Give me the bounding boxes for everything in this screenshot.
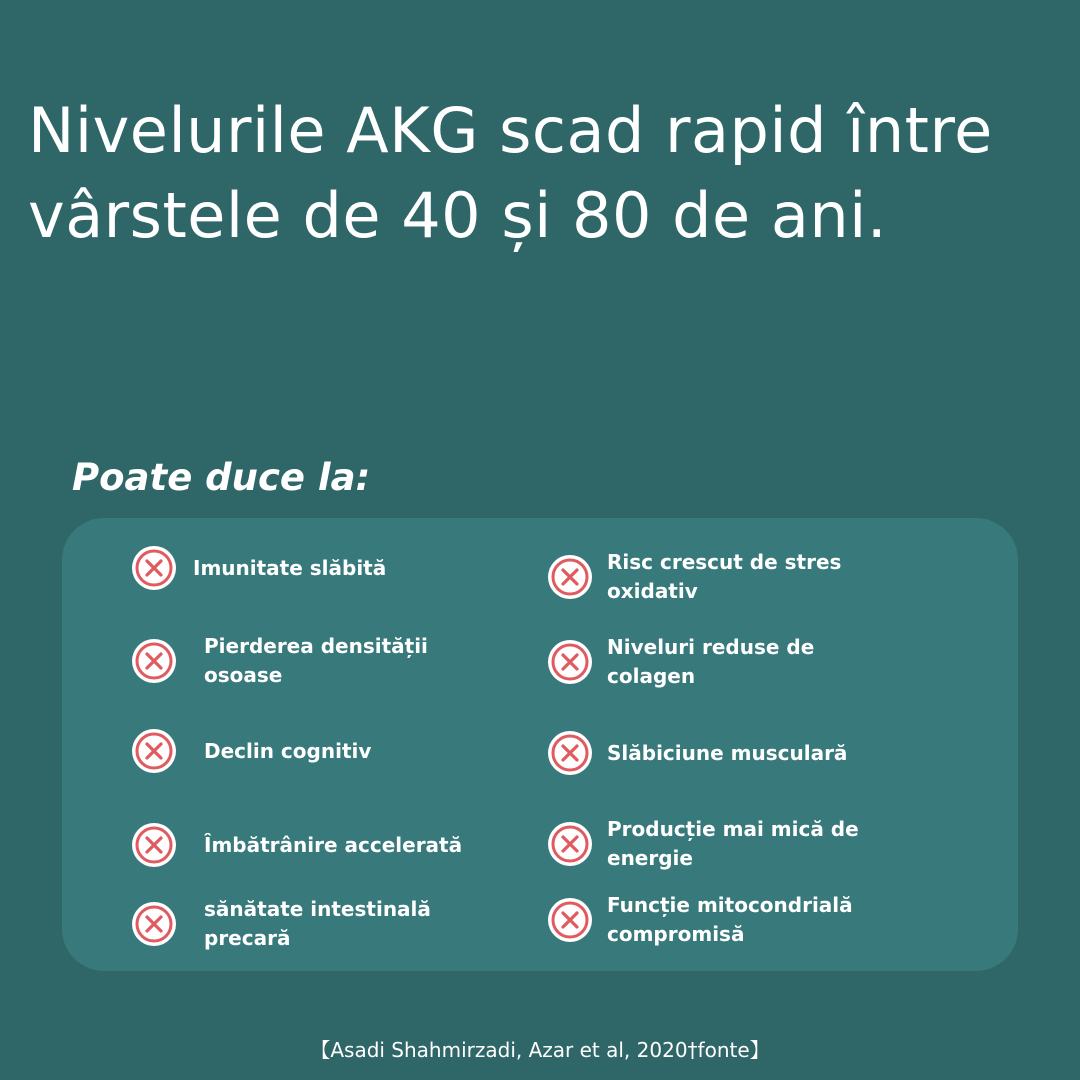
x-circle-icon (131, 728, 177, 774)
x-circle-icon (547, 821, 593, 867)
left-list-item (131, 822, 494, 868)
page-title: Nivelurile AKG scad rapid între vârstele de 40 și 80 de ani. (28, 94, 993, 252)
x-circle-icon (131, 545, 177, 591)
left-list-item (131, 728, 494, 774)
item-label: Declin cognitiv (204, 738, 372, 763)
left-list-item (131, 634, 494, 687)
subtitle: Poate duce la: (72, 456, 371, 499)
item-label: Îmbătrânire accelerată (204, 832, 463, 857)
right-list-item (547, 635, 897, 688)
right-list-item (547, 817, 897, 870)
right-list-item (547, 550, 897, 603)
item-label: Funcție mitocondrială compromisă (607, 893, 853, 946)
item-label: sănătate intestinală precară (204, 897, 431, 950)
x-circle-icon (547, 730, 593, 776)
x-circle-icon (547, 897, 593, 943)
item-label: Niveluri reduse de colagen (607, 635, 815, 688)
right-list-item (547, 893, 897, 946)
item-label: Imunitate slăbită (193, 555, 387, 580)
x-circle-icon (131, 901, 177, 947)
item-label: Risc crescut de stres oxidativ (607, 550, 842, 603)
source-citation: 【Asadi Shahmirzadi, Azar et al, 2020†fonte】 (310, 1038, 770, 1062)
x-circle-icon (547, 639, 593, 685)
left-list-item (131, 545, 483, 591)
item-label: Pierderea densității osoase (204, 634, 428, 687)
x-circle-icon (131, 822, 177, 868)
item-label: Slăbiciune musculară (607, 740, 848, 765)
x-circle-icon (131, 638, 177, 684)
left-list-item (131, 897, 494, 950)
right-list-item (547, 730, 897, 776)
x-circle-icon (547, 554, 593, 600)
item-label: Producție mai mică de energie (607, 817, 859, 870)
